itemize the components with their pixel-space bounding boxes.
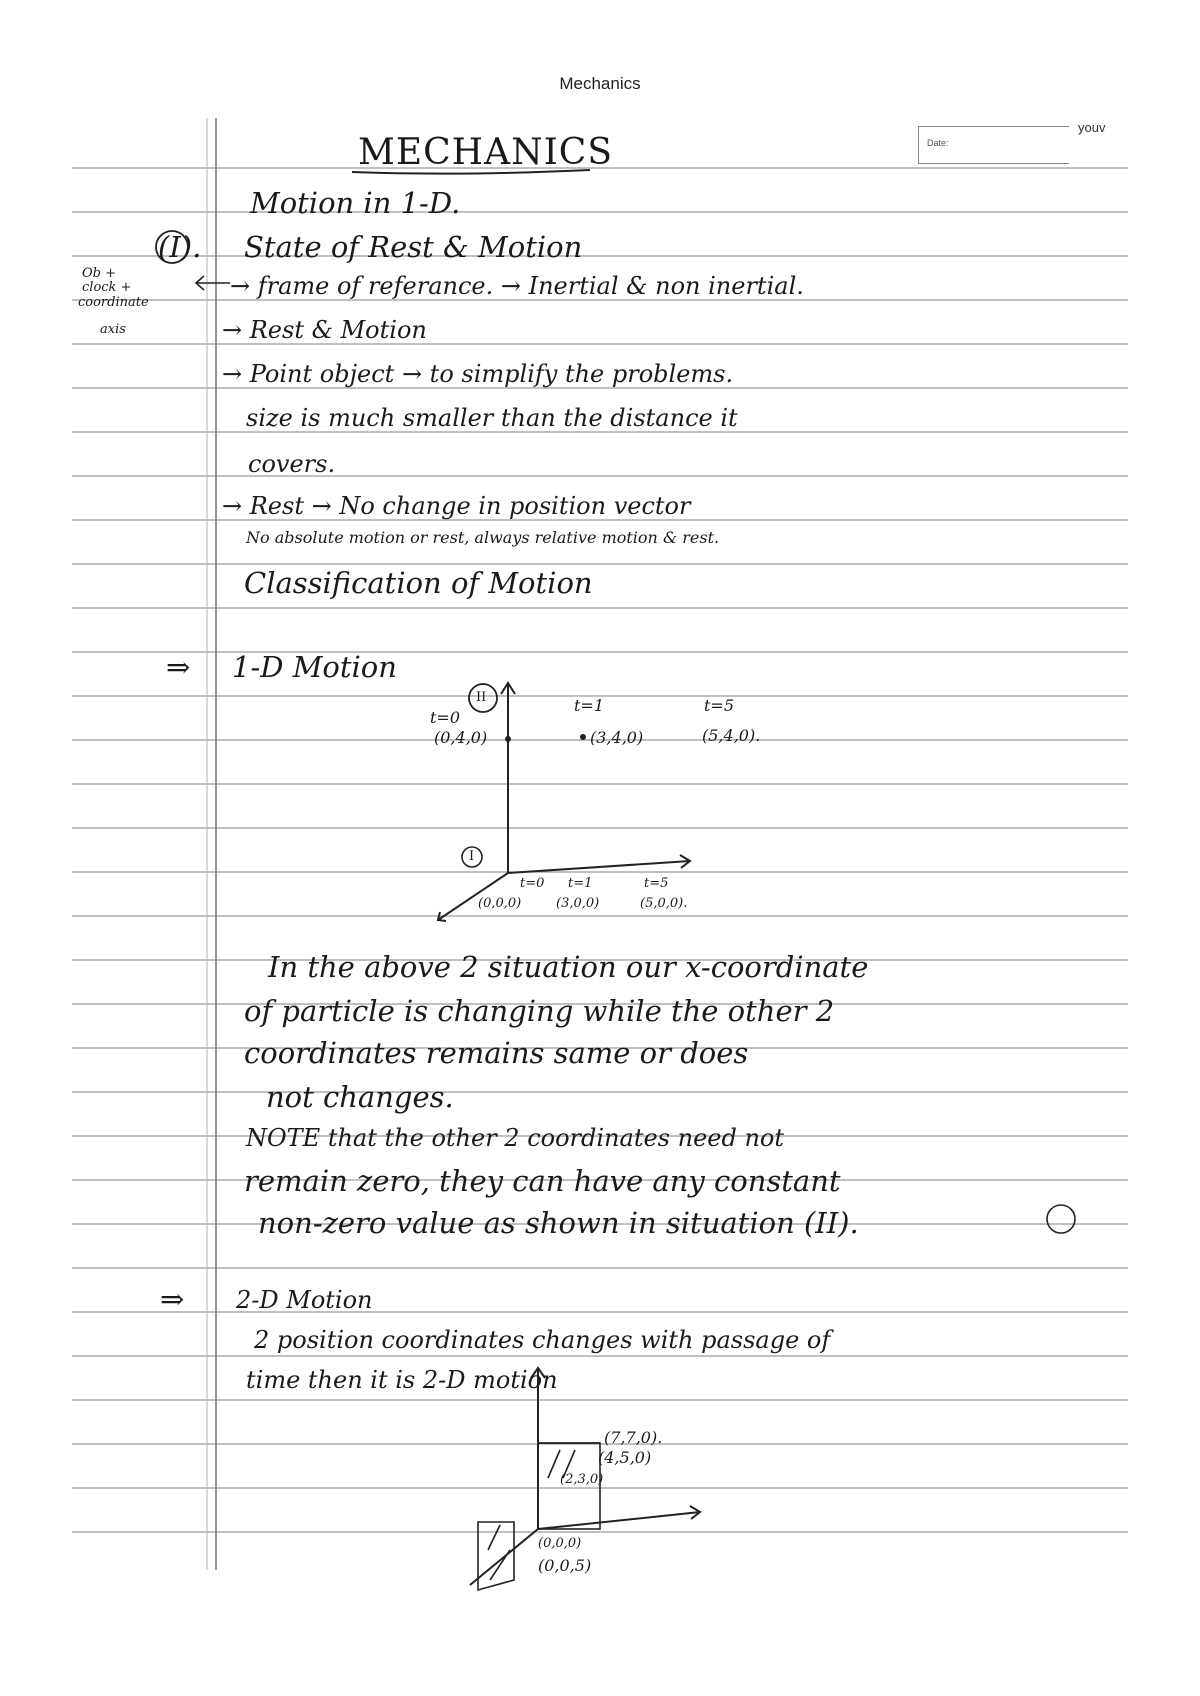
- diagram-label-I: I: [469, 849, 475, 864]
- left-arrow-mark: [196, 276, 230, 290]
- lower-t1-coord: (3,0,0): [556, 896, 600, 911]
- note-line-2: remain zero, they can have any constant: [244, 1164, 841, 1198]
- date-label: Date:: [927, 138, 949, 148]
- frame-of-reference-line: → frame of referance. → Inertial & non inertial.: [230, 272, 804, 300]
- two-d-line-2: time then it is 2-D motion: [246, 1366, 558, 1394]
- notes-title: MECHANICS: [358, 132, 614, 173]
- explanation-line-2: of particle is changing while the other 2: [244, 994, 835, 1028]
- arrow-2d: ⇒: [160, 1282, 185, 1316]
- upper-t5-coord: (5,4,0).: [702, 726, 761, 745]
- point-upper-t0: [505, 736, 511, 742]
- note-line-1: NOTE that the other 2 coordinates need not: [246, 1124, 785, 1152]
- arrow-1d: ⇒: [166, 650, 191, 684]
- diagram-2d-label-5: (0,0,5): [538, 1556, 592, 1575]
- lower-t5-coord: (5,0,0).: [640, 896, 688, 911]
- upper-t0-coord: (0,4,0): [434, 728, 488, 747]
- diagram-label-II: II: [476, 690, 487, 705]
- upper-t0-time: t=0: [430, 708, 461, 727]
- section-marker: (I).: [158, 230, 202, 264]
- point-upper-t1: [580, 734, 586, 740]
- motion-1d-heading: Motion in 1-D.: [250, 186, 461, 220]
- two-d-line-1: 2 position coordinates changes with passage of: [254, 1326, 831, 1354]
- situation-II-ref-circle: [1047, 1205, 1075, 1233]
- diagram-2d-label-3: (2,3,0): [560, 1472, 604, 1487]
- upper-t1-coord: (3,4,0): [590, 728, 644, 747]
- size-line: size is much smaller than the distance it: [246, 404, 738, 432]
- no-absolute-motion-line: No absolute motion or rest, always relative motion & rest.: [246, 528, 720, 547]
- lower-t5-time: t=5: [644, 876, 669, 891]
- diagram-2d-label-1: (7,7,0).: [604, 1428, 663, 1447]
- covers-line: covers.: [248, 450, 336, 478]
- rest-motion-line: → Rest & Motion: [222, 316, 427, 344]
- one-d-heading: 1-D Motion: [232, 650, 397, 684]
- lower-t0-coord: (0,0,0): [478, 896, 522, 911]
- upper-t5-time: t=5: [704, 696, 735, 715]
- section-title: State of Rest & Motion: [244, 230, 583, 264]
- lower-t0-time: t=0: [520, 876, 545, 891]
- note-line-3: non-zero value as shown in situation (II).: [258, 1206, 859, 1240]
- explanation-line-4: not changes.: [266, 1080, 454, 1114]
- lower-t1-time: t=1: [568, 876, 593, 891]
- classification-line: Classification of Motion: [244, 566, 593, 600]
- margin-note-1: Ob +: [82, 266, 117, 281]
- date-box: [918, 126, 1069, 164]
- point-object-line: → Point object → to simplify the problems.: [222, 360, 734, 388]
- margin-note-2: clock +: [82, 280, 132, 295]
- margin-note-4: axis: [100, 322, 126, 337]
- upper-t1-time: t=1: [574, 696, 605, 715]
- explanation-line-3: coordinates remains same or does: [244, 1036, 749, 1070]
- page-header-title: Mechanics: [559, 74, 641, 93]
- notebook-brand: youv: [1078, 120, 1106, 135]
- two-d-heading: 2-D Motion: [236, 1286, 373, 1314]
- margin-note-3: coordinate: [78, 295, 149, 310]
- rest-definition-line: → Rest → No change in position vector: [222, 492, 691, 520]
- diagram-2d-label-4: (0,0,0): [538, 1536, 582, 1551]
- diagram-2d-label-2: (4,5,0): [598, 1448, 652, 1467]
- explanation-line-1: In the above 2 situation our x-coordinate: [268, 950, 869, 984]
